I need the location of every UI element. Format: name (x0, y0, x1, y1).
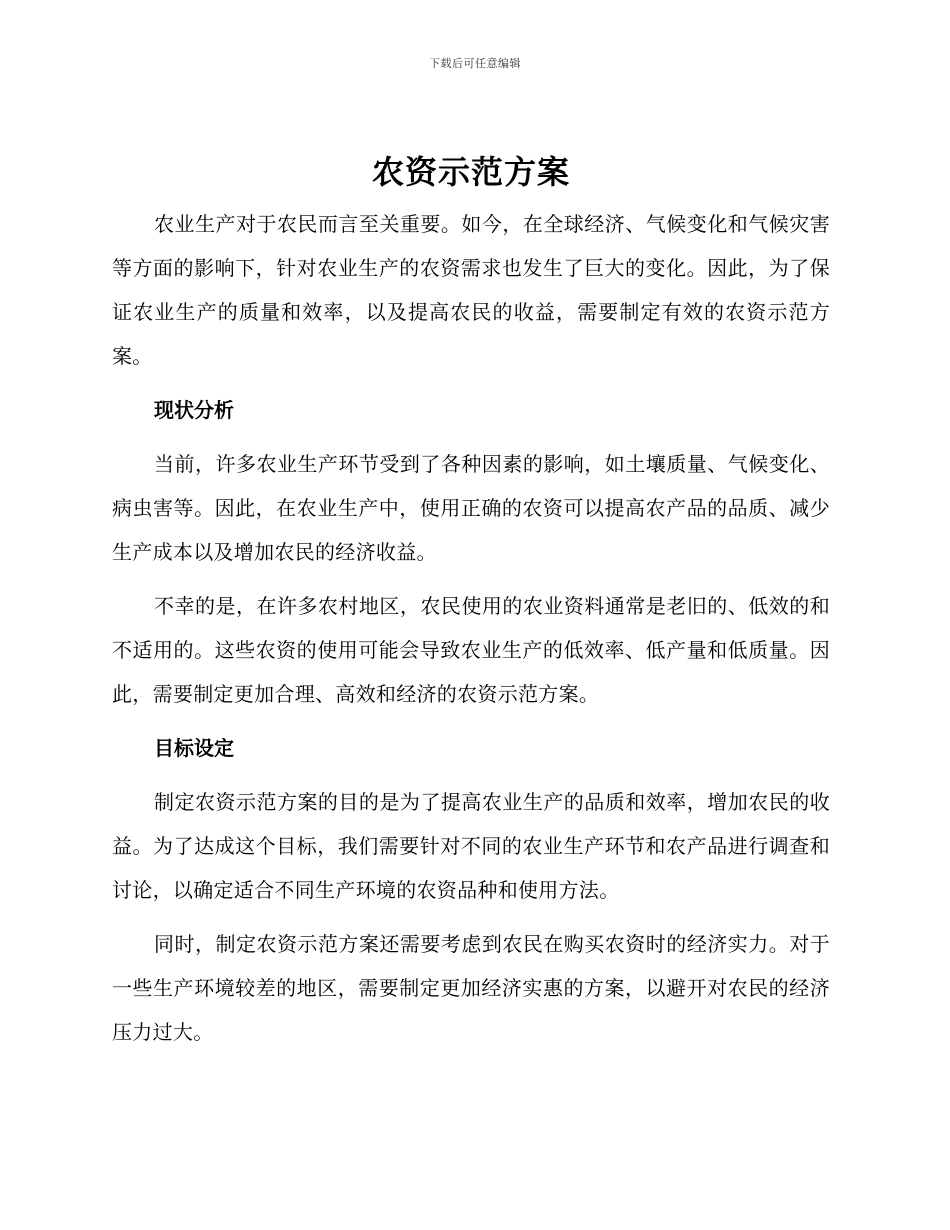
section-heading-status: 现状分析 (154, 398, 234, 422)
goals-paragraph-1: 制定农资示范方案的目的是为了提高农业生产的品质和效率，增加农民的收益。为了达成这个目标，我们需要针对不同的农业生产环节和农产品进行调查和讨论，以确定适合不同生产环境的农资品种和使用方法。 (112, 790, 830, 902)
document-body (112, 150, 830, 1064)
section-heading-goals: 目标设定 (154, 736, 234, 760)
page-header-note: 下载后可任意编辑 (429, 57, 521, 70)
status-paragraph-2: 不幸的是，在许多农村地区，农民使用的农业资料通常是老旧的、低效的和不适用的。这些农资的使用可能会导致农业生产的低效率、低产量和低质量。因此，需要制定更加合理、高效和经济的农资示范方案。 (112, 594, 830, 706)
intro-paragraph: 农业生产对于农民而言至关重要。如今，在全球经济、气候变化和气候灾害等方面的影响下，针对农业生产的农资需求也发生了巨大的变化。因此，为了保证农业生产的质量和效率，以及提高农民的收益，需要制定有效的农资示范方案。 (112, 212, 830, 368)
document-title: 农资示范方案 (371, 153, 570, 191)
goals-paragraph-2: 同时，制定农资示范方案还需要考虑到农民在购买农资时的经济实力。对于一些生产环境较差的地区，需要制定更加经济实惠的方案，以避开对农民的经济压力过大。 (112, 932, 830, 1044)
status-paragraph-1: 当前，许多农业生产环节受到了各种因素的影响，如土壤质量、气候变化、病虫害等。因此，在农业生产中，使用正确的农资可以提高农产品的品质、减少生产成本以及增加农民的经济收益。 (112, 452, 830, 564)
